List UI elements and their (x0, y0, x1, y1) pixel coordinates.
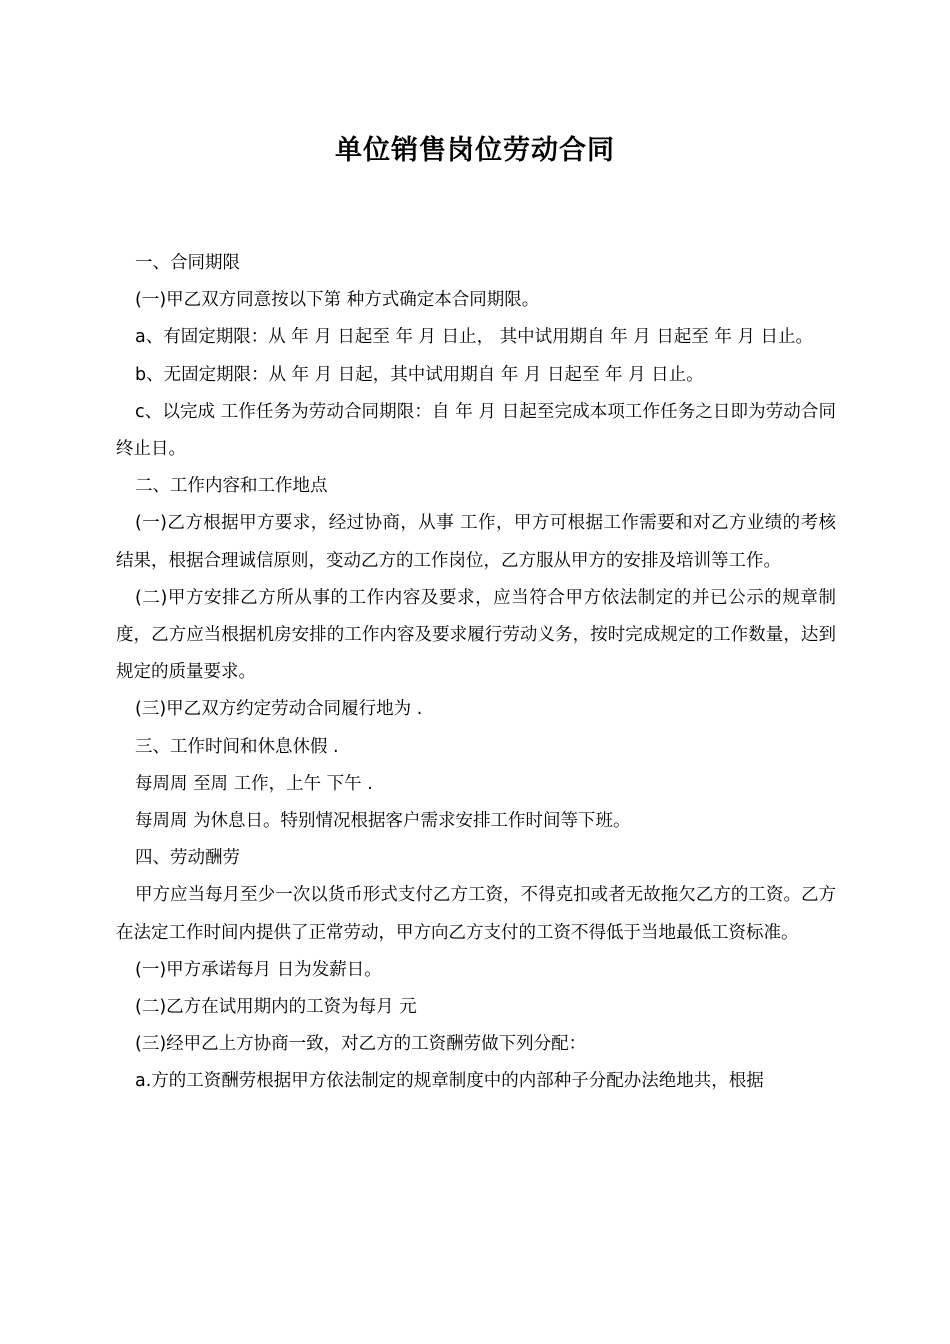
section-heading-remuneration: 四、劳动酬劳 (135, 848, 240, 869)
document-title: 单位销售岗位劳动合同 (335, 135, 615, 166)
paragraph: 甲方应当每月至少一次以货币形式支付乙方工资，不得克扣或者无故拖欠乙方的工资。乙方在法定工作时间内提供了正常劳动，甲方向乙方支付的工资不得低于当地最低工资标准。 (116, 885, 836, 943)
paragraph: (三)经甲乙上方协商一致，对乙方的工资酬劳做下列分配： (135, 1034, 587, 1055)
document-body (116, 245, 836, 1101)
paragraph: (一)甲方承诺每月 日为发薪日。 (135, 959, 382, 980)
paragraph: (二)乙方在试用期内的工资为每月 元 (135, 997, 417, 1018)
paragraph: a、有固定期限：从 年 月 日起至 年 月 日止， 其中试用期自 年 月 日起至 年 月 日止。 (135, 327, 814, 348)
paragraph: 每周周 为休息日。特别情况根据客户需求安排工作时间等下班。 (135, 811, 631, 832)
paragraph: c、以完成 工作任务为劳动合同期限：自 年 月 日起至完成本项工作任务之日即为劳动合同终止日。 (116, 401, 836, 460)
section-heading-work-content: 二、工作内容和工作地点 (135, 476, 328, 497)
section-heading-contract-term: 一、合同期限 (135, 253, 240, 273)
paragraph: (二)甲方安排乙方所从事的工作内容及要求，应当符合甲方依法制定的并已公示的规章制度，乙方应当根据机房安排的工作内容及要求履行劳动义务，按时完成规定的工作数量，达到规定的质量要求。 (116, 587, 836, 683)
paragraph: (一)乙方根据甲方要求，经过协商，从事 工作，甲方可根据工作需要和对乙方业绩的考核结果，根据合理诚信原则，变动乙方的工作岗位，乙方服从甲方的安排及培训等工作。 (116, 513, 836, 571)
paragraph: a.方的工资酬劳根据甲方依法制定的规章制度中的内部种子分配办法绝地共，根据 (135, 1071, 764, 1092)
paragraph: (一)甲乙双方同意按以下第 种方式确定本合同期限。 (135, 290, 540, 311)
paragraph: (三)甲乙双方约定劳动合同履行地为 . (135, 699, 423, 720)
paragraph: b、无固定期限：从 年 月 日起，其中试用期自 年 月 日起至 年 月 日止。 (135, 364, 704, 385)
section-heading-work-hours: 三、工作时间和休息休假 . (135, 736, 339, 757)
paragraph: 每周周 至周 工作，上午 下午 . (135, 773, 373, 794)
